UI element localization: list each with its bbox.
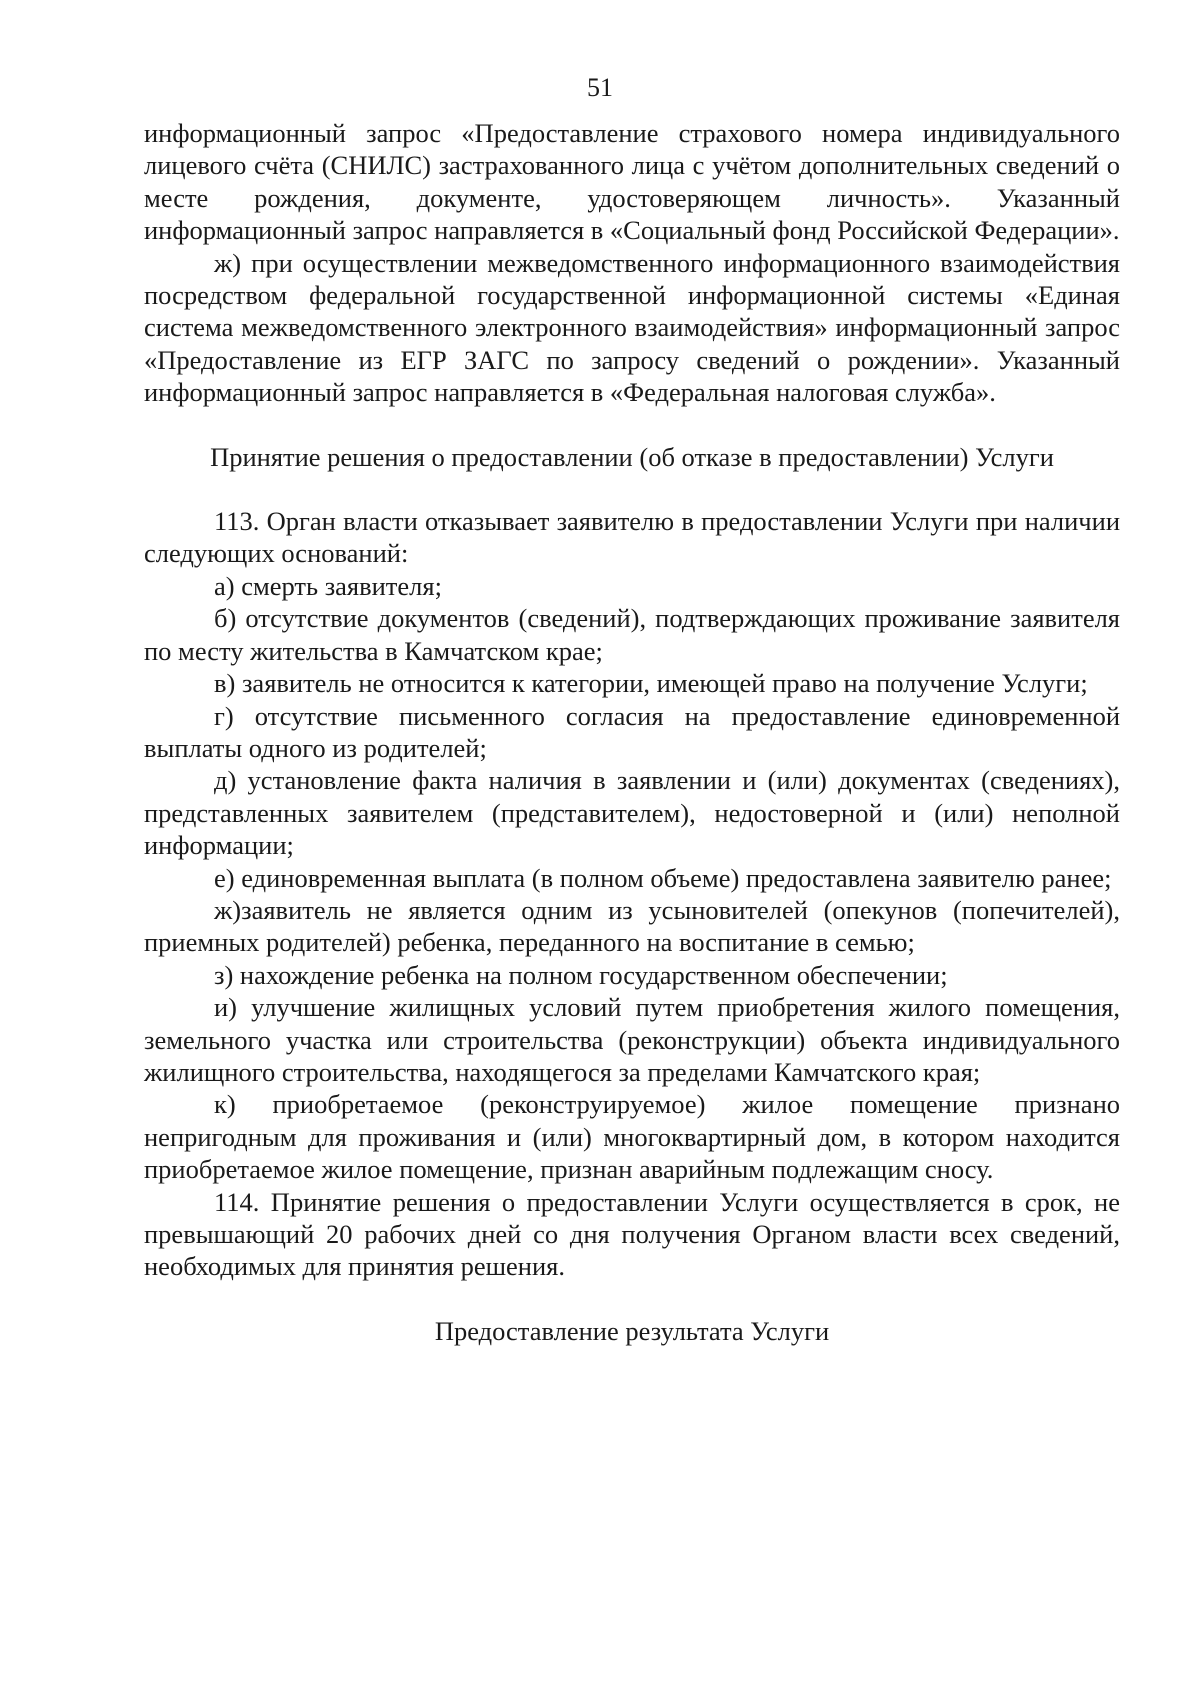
section-heading-decision: Принятие решения о предоставлении (об отказе в предоставлении) Услуги (210, 441, 1054, 472)
spacer (144, 1283, 1120, 1315)
list-item-v: в) заявитель не относится к категории, имеющей право на получение Услуги; (214, 668, 1088, 699)
list-item-a: а) смерть заявителя; (214, 570, 442, 601)
document-body (144, 117, 1120, 1347)
paragraph-113-intro: 113. Орган власти отказывает заявителю в предоставлении Услуги при наличии следующих оснований: (144, 506, 1120, 569)
paragraph-snils-request: информационный запрос «Предоставление страхового номера индивидуального лицевого счёта (СНИЛС) застрахованного лица с учётом дополнительных сведений о месте рождения, документе, удостоверяющем личность». Указанный информационный запрос направляется в «Социальный фонд Российской Федерации». (144, 118, 1120, 246)
list-item-d: д) установление факта наличия в заявлении и (или) документах (сведениях), представленных заявителем (представителем), недостоверной и (или) неполной информации; (144, 765, 1120, 861)
list-item-b: б) отсутствие документов (сведений), подтверждающих проживание заявителя по месту жительства в Камчатском крае; (144, 603, 1120, 666)
spacer (144, 473, 1120, 505)
list-item-zh: ж)заявитель не является одним из усыновителей (опекунов (попечителей), приемных родителей) ребенка, переданного на воспитание в семью; (144, 894, 1120, 958)
list-item-g: г) отсутствие письменного согласия на предоставление единовременной выплаты одного из родителей; (144, 700, 1120, 763)
paragraph-114: 114. Принятие решения о предоставлении Услуги осуществляется в срок, не превышающий 20 рабочих дней со дня получения Органом власти всех сведений, необходимых для принятия решения. (144, 1186, 1120, 1282)
list-item-i: и) улучшение жилищных условий путем приобретения жилого помещения, земельного участка или строительства (реконструкции) объекта индивидуального жилищного строительства, находящегося за пределами Камчатского края; (144, 992, 1120, 1087)
paragraph-item-zh-zags: ж) при осуществлении межведомственного информационного взаимодействия посредством федеральной государственной информационной системы «Единая система межведомственного электронного взаимодействия» информационный запрос «Предоставление из ЕГР ЗАГС по запросу сведений о рождении». Указанный информационный запрос направляется в «Федеральная налоговая служба». (144, 247, 1120, 408)
list-item-z: з) нахождение ребенка на полном государственном обеспечении; (214, 959, 948, 990)
list-item-k: к) приобретаемое (реконструируемое) жилое помещение признано непригодным для проживания и (или) многоквартирный дом, в котором находится приобретаемое жилое помещение, признан аварийным подлежащим сносу. (144, 1089, 1120, 1185)
spacer (144, 409, 1120, 441)
section-heading-result: Предоставление результата Услуги (434, 1315, 830, 1346)
page-number: 51 (587, 73, 613, 102)
list-item-e: е) единовременная выплата (в полном объеме) предоставлена заявителю ранее; (214, 862, 1112, 893)
